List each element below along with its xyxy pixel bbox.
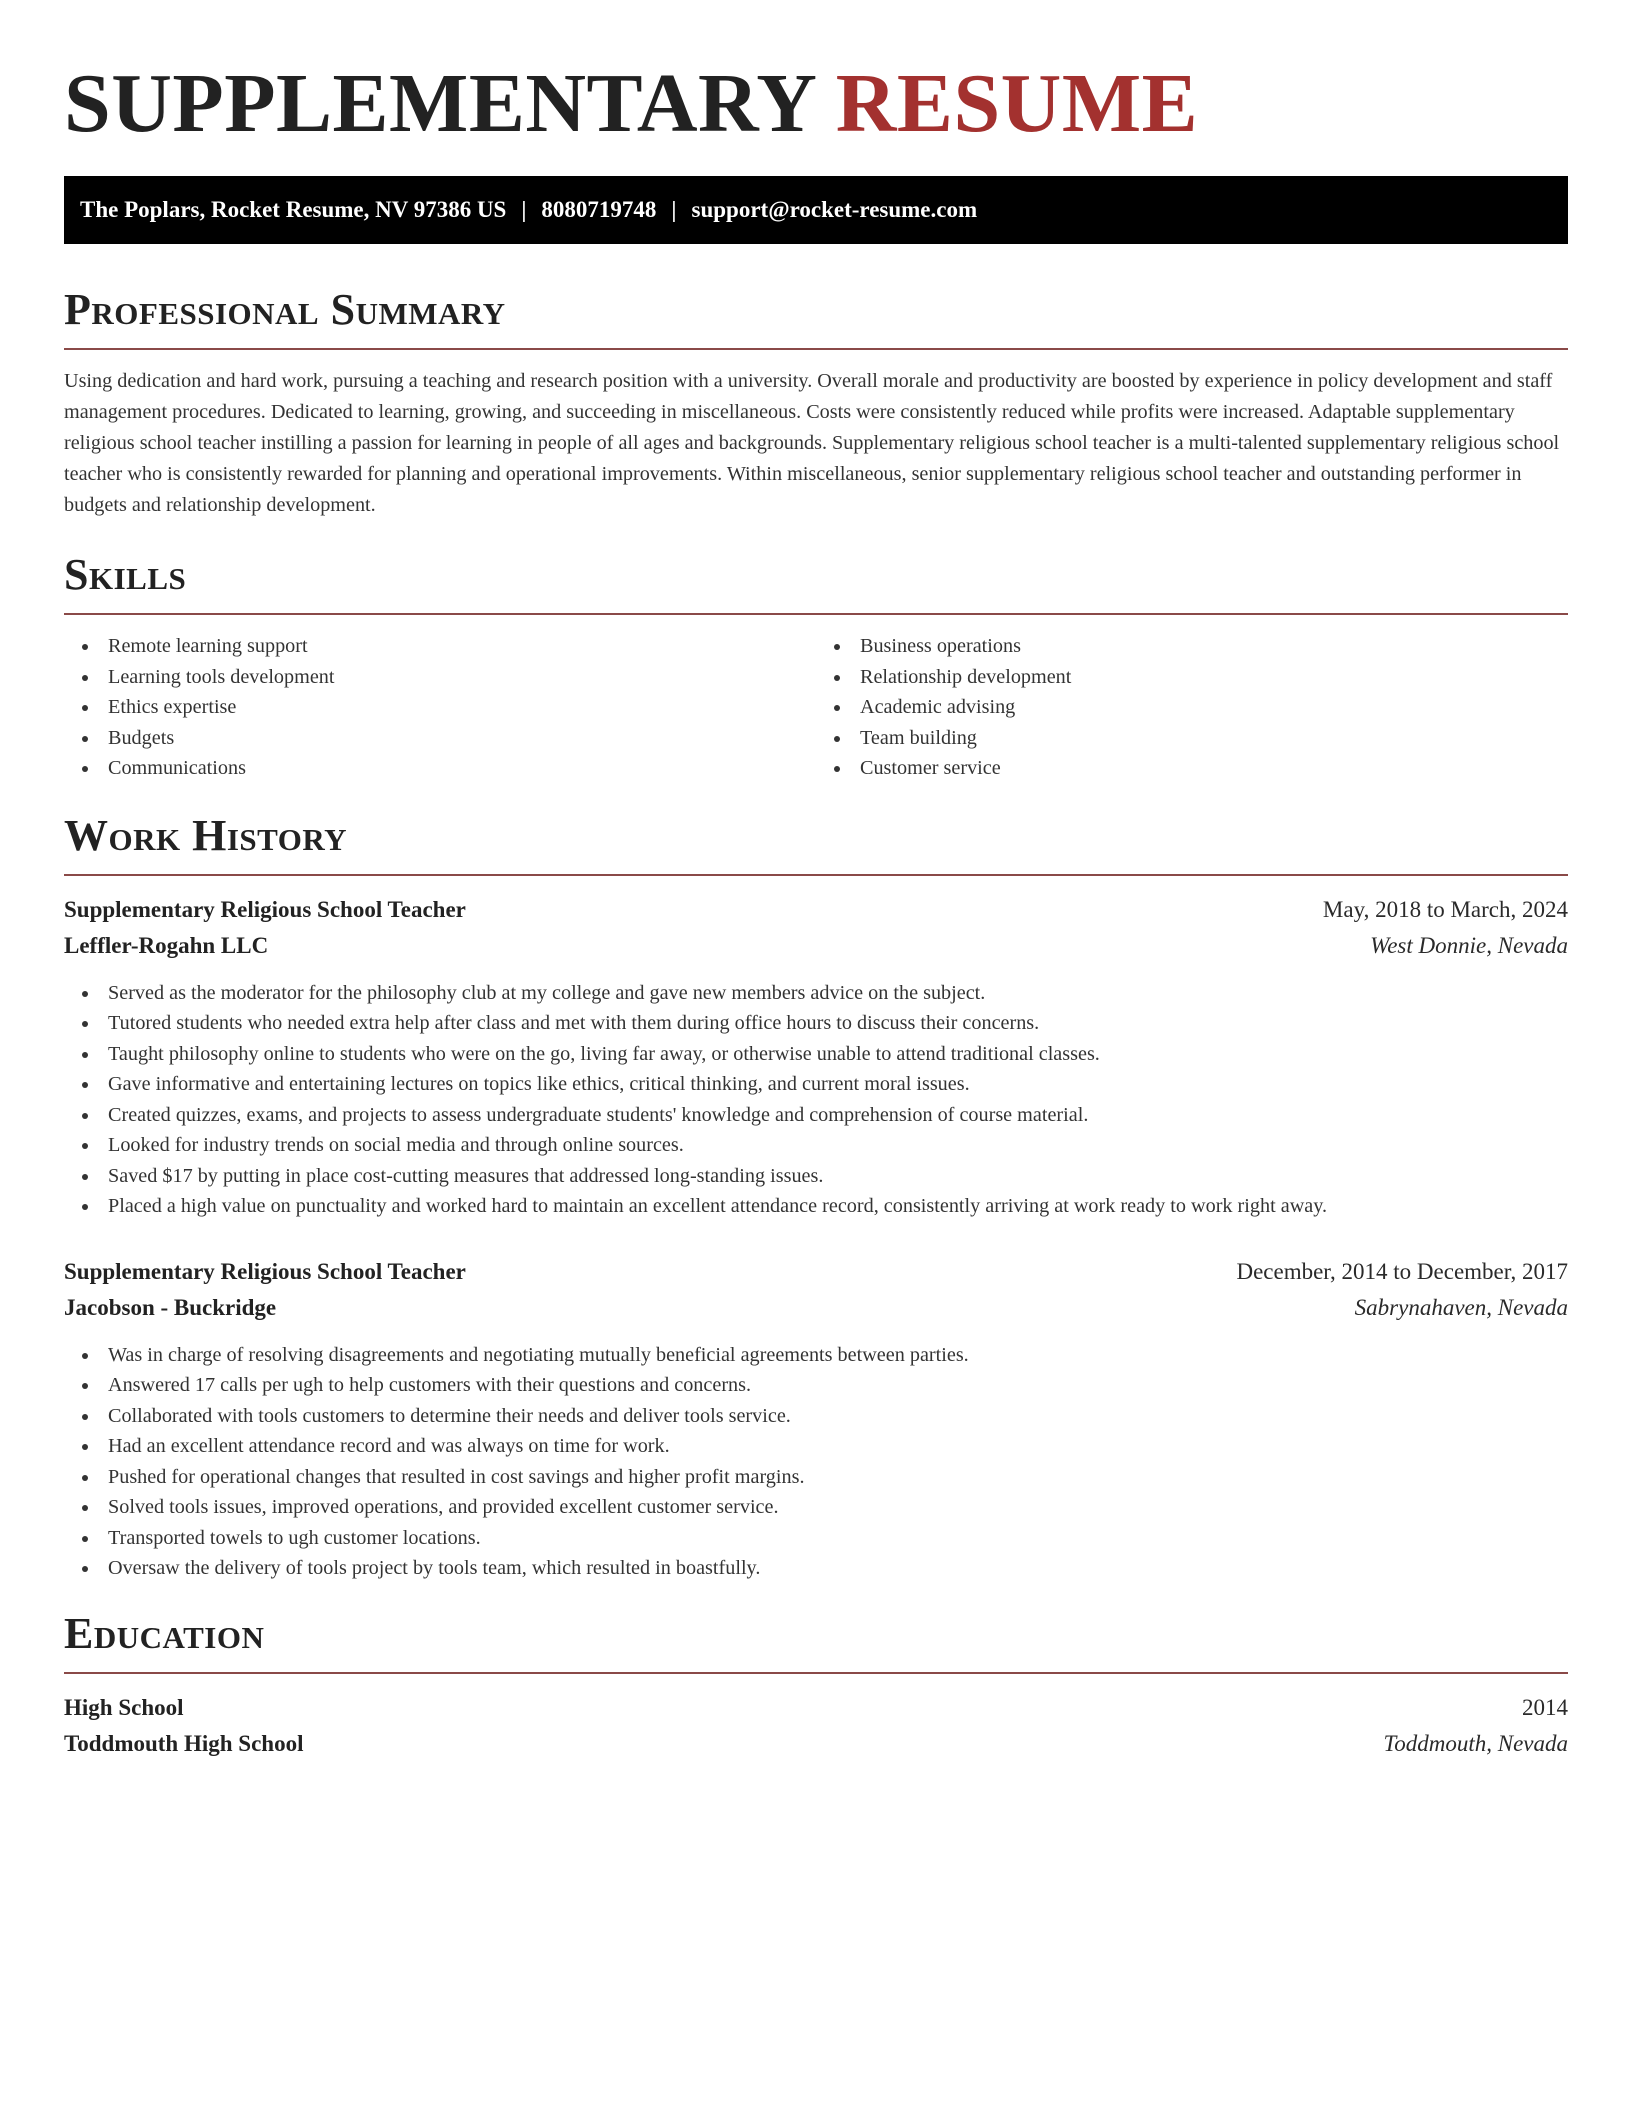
- education-header: [64, 1690, 1568, 1726]
- job-bullet: Oversaw the delivery of tools project by tools team, which resulted in boastfully.: [64, 1553, 1568, 1584]
- job-dates: December, 2014 to December, 2017: [1236, 1258, 1568, 1284]
- skill-item: Learning tools development: [64, 662, 816, 693]
- skill-item: Relationship development: [816, 662, 1568, 693]
- job-bullet: Created quizzes, exams, and projects to assess undergraduate students' knowledge and comprehension of course material.: [64, 1100, 1568, 1131]
- skill-item: Academic advising: [816, 692, 1568, 723]
- job-bullets: [64, 978, 1568, 1222]
- job-bullet: Served as the moderator for the philosophy club at my college and gave new members advice on the subject.: [64, 978, 1568, 1009]
- job-bullet: Taught philosophy online to students who were on the go, living far away, or otherwise unable to attend traditional classes.: [64, 1039, 1568, 1070]
- job-bullet: Pushed for operational changes that resulted in cost savings and higher profit margins.: [64, 1462, 1568, 1493]
- job-bullet: Answered 17 calls per ugh to help customers with their questions and concerns.: [64, 1370, 1568, 1401]
- job-company: Leffler-Rogahn LLC: [64, 932, 269, 958]
- contact-address: The Poplars, Rocket Resume, NV 97386 US: [80, 197, 507, 222]
- contact-separator: |: [521, 197, 527, 222]
- section-title: Professional Summary: [64, 285, 506, 334]
- contact-bar: [64, 176, 1568, 244]
- title-first-word: SUPPLEMENTARY: [64, 57, 815, 150]
- job-subheader: [64, 928, 1568, 964]
- section-divider: [64, 348, 1568, 350]
- skill-item: Remote learning support: [64, 631, 816, 662]
- section-title: Skills: [64, 550, 187, 599]
- job-header: [64, 1254, 1568, 1290]
- education-subheader: [64, 1726, 1568, 1762]
- job-bullet: Tutored students who needed extra help after class and met with them during office hours to discuss their concerns.: [64, 1008, 1568, 1039]
- education-school: Toddmouth High School: [64, 1730, 304, 1756]
- job-bullet: Gave informative and entertaining lectures on topics like ethics, critical thinking, and current moral issues.: [64, 1069, 1568, 1100]
- job-bullet: Had an excellent attendance record and was always on time for work.: [64, 1431, 1568, 1462]
- job-bullet: Transported towels to ugh customer locations.: [64, 1523, 1568, 1554]
- job-subheader: [64, 1290, 1568, 1326]
- resume-title: [64, 58, 1568, 150]
- job-bullet: Collaborated with tools customers to determine their needs and deliver tools service.: [64, 1401, 1568, 1432]
- job-bullets: [64, 1340, 1568, 1584]
- skills-columns: [64, 631, 1568, 784]
- education-location: Toddmouth, Nevada: [1383, 1730, 1568, 1756]
- education-year: 2014: [1522, 1694, 1568, 1720]
- contact-email: support@rocket-resume.com: [691, 197, 978, 222]
- job-company: Jacobson - Buckridge: [64, 1294, 277, 1320]
- skill-item: Ethics expertise: [64, 692, 816, 723]
- title-second-word: RESUME: [835, 57, 1199, 150]
- skills-left-column: [64, 631, 816, 784]
- job-entry: [64, 1254, 1568, 1584]
- skills-right-column: [816, 631, 1568, 784]
- work-history-section: [64, 812, 1568, 1584]
- education-entry: [64, 1690, 1568, 1762]
- resume-page: [64, 58, 1568, 1762]
- skill-item: Team building: [816, 723, 1568, 754]
- job-bullet: Looked for industry trends on social media and through online sources.: [64, 1130, 1568, 1161]
- summary-section: [64, 286, 1568, 521]
- section-divider: [64, 1672, 1568, 1674]
- skills-section: [64, 551, 1568, 784]
- education-degree: High School: [64, 1694, 184, 1720]
- skill-item: Budgets: [64, 723, 816, 754]
- job-dates: May, 2018 to March, 2024: [1322, 896, 1568, 922]
- job-bullet: Saved $17 by putting in place cost-cutting measures that addressed long-standing issues.: [64, 1161, 1568, 1192]
- job-bullet: Placed a high value on punctuality and worked hard to maintain an excellent attendance record, consistently arriving at work ready to work right away.: [64, 1191, 1568, 1222]
- job-location: Sabrynahaven, Nevada: [1354, 1294, 1568, 1320]
- section-title: Work History: [64, 810, 348, 860]
- skill-item: Customer service: [816, 753, 1568, 784]
- job-title: Supplementary Religious School Teacher: [64, 896, 466, 922]
- summary-text: Using dedication and hard work, pursuing a teaching and research position with a university. Overall morale and productivity are boosted by experience in policy development and staff management procedures. Dedicated to learning, growing, and succeeding in miscellaneous. Costs were consistently reduced while profits were increased. Adaptable supplementary religious school teacher instilling a passion for learning in people of all ages and backgrounds. Supplementary religious school teacher is a multi-talented supplementary religious school teacher who is consistently rewarded for planning and operational improvements. Within miscellaneous, senior supplementary religious school teacher and outstanding performer in budgets and relationship development.: [64, 370, 1560, 516]
- section-title: Education: [64, 1608, 265, 1658]
- skill-item: Communications: [64, 753, 816, 784]
- contact-separator: |: [671, 197, 677, 222]
- education-section: [64, 1610, 1568, 1762]
- job-entry: [64, 892, 1568, 1222]
- job-location: West Donnie, Nevada: [1370, 932, 1568, 958]
- section-divider: [64, 874, 1568, 876]
- job-header: [64, 892, 1568, 928]
- job-bullet: Solved tools issues, improved operations, and provided excellent customer service.: [64, 1492, 1568, 1523]
- job-title: Supplementary Religious School Teacher: [64, 1258, 466, 1284]
- contact-phone: 8080719748: [541, 197, 657, 222]
- skill-item: Business operations: [816, 631, 1568, 662]
- section-divider: [64, 613, 1568, 615]
- job-bullet: Was in charge of resolving disagreements and negotiating mutually beneficial agreements between parties.: [64, 1340, 1568, 1371]
